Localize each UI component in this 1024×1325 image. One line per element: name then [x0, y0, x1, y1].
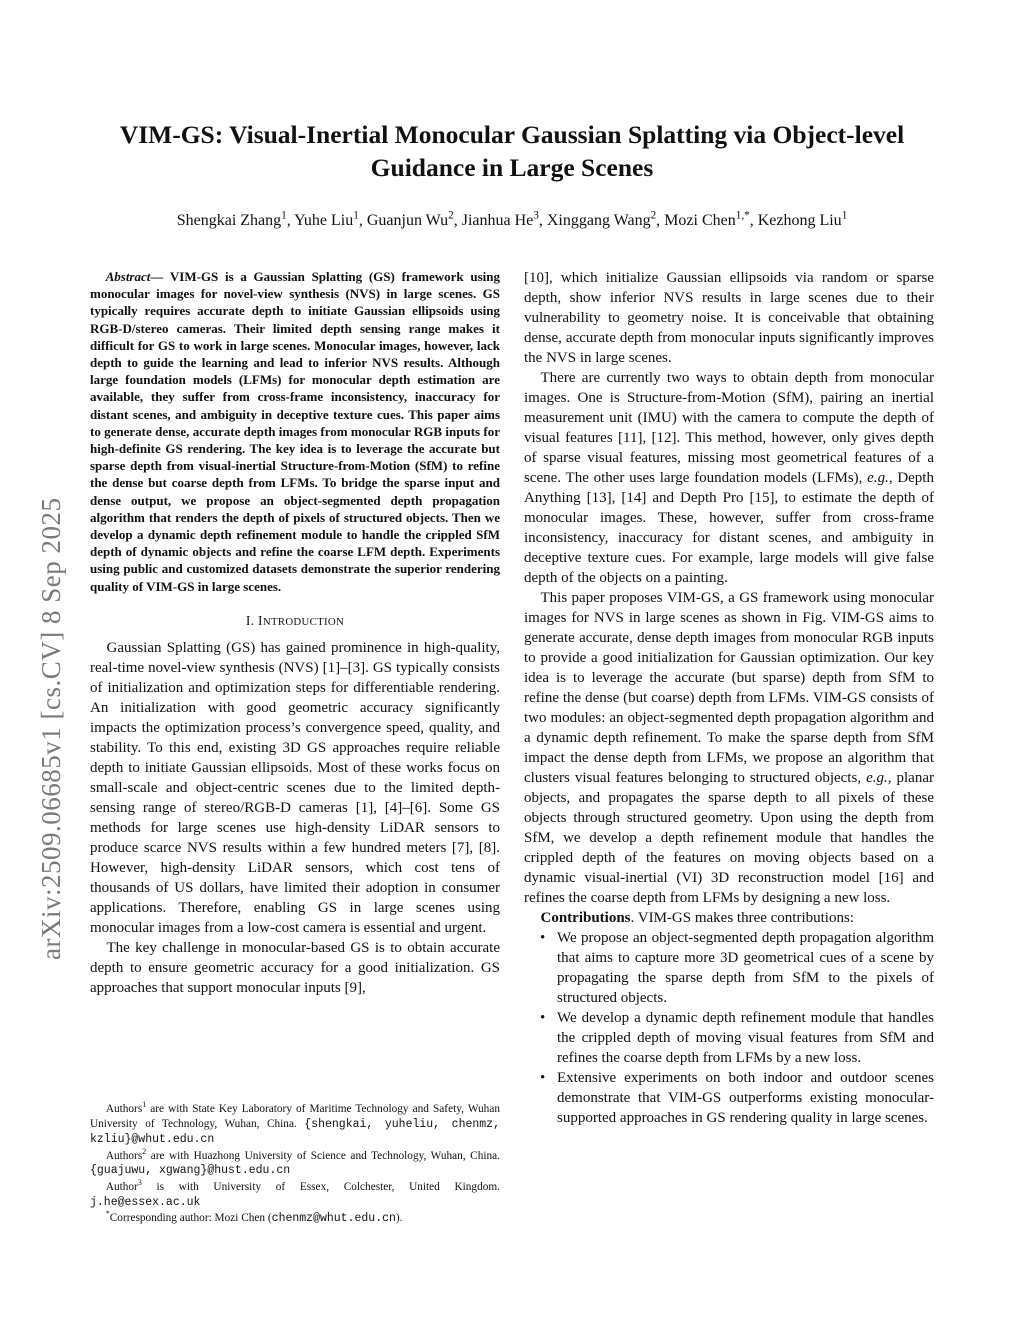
- arxiv-stamp: [8, 380, 64, 960]
- footnote: Author$^3$ is with University of Essex, Colchester, United Kingdom. j.he@essex.ac.uk: [90, 1178, 500, 1209]
- contribution-text: We develop a dynamic depth refinement module that handles the crippled depth of moving visual features from SfM and refines the coarse depth from LFMs by a new loss.: [557, 1010, 934, 1066]
- contributions-list: [524, 928, 934, 1128]
- author-affiliation-mark: 1: [281, 209, 287, 222]
- intro-paragraph-1: Gaussian Splatting (GS) has gained prominence in high-quality, real-time novel-view synthesis (NVS) [1]–[3]. GS typically consists of initialization and optimization steps for differentiable rendering. An initialization with good geometric accuracy significantly impacts the optimization process’s convergence speed, quality, and stability. To this end, existing 3D GS approaches require reliable depth to initiate Gaussian ellipsoids. Most of these works focus on small-scale and object-centric scenes due to the limited depth-sensing range of stereo/RGB-D cameras [1], [4]–[6]. Some GS methods for large scenes use high-density LiDAR sensors to produce scarce NVS results within a few hundred meters [7], [8]. However, high-density LiDAR sensors, which cost tens of thousands of US dollars, have limited their adoption in consumer applications. Therefore, enabling GS in large scenes using monocular images from a low-cost camera is essential and urgent.: [90, 639, 500, 936]
- author-affiliation-mark: 2: [650, 209, 657, 222]
- author-name: Shengkai Zhang: [176, 212, 282, 229]
- title-line-1: VIM-GS: Visual-Inertial Monocular Gaussian Splatting via Object-level: [119, 120, 905, 149]
- bullet-icon: •: [540, 1070, 546, 1086]
- footnote: *Corresponding author: Mozi Chen (chenmz@whut.edu.cn).: [105, 1209, 403, 1226]
- footnote: Authors$^1$ are with State Key Laboratory of Maritime Technology and Safety, Wuhan University of Technology, Wuhan, China. {shengkai, yuheliu, chenmz, kzliu}@whut.edu.cn: [90, 1100, 500, 1147]
- author-name: Mozi Chen: [664, 212, 736, 229]
- abstract: [90, 268, 500, 595]
- intro-paragraph-2: The key challenge in monocular-based GS is to obtain accurate depth to ensure geometric accuracy for a good initialization. GS approaches that support monocular inputs [9],: [90, 939, 500, 996]
- contribution-item: [524, 928, 934, 1008]
- footnote-email: j.he@essex.ac.uk: [90, 1195, 201, 1209]
- author-list: Shengkai Zhang$^1$, Yuhe Liu$^1$, Guanjun Wu$^2$, Jianhua He$^3$, Xinggang Wang$^2$, Mozi Chen$^{1,*}$, Kezhong Liu$^1$: [176, 209, 848, 229]
- footnote: Authors$^2$ are with Huazhong University of Science and Technology, Wuhan, China. {guajuwu, xgwang}@hust.edu.cn: [90, 1147, 500, 1178]
- contribution-item: [524, 1008, 934, 1068]
- contributions-intro: . VIM-GS makes three contributions:: [630, 910, 854, 926]
- footnote-email: chenmz@whut.edu.cn: [271, 1212, 396, 1226]
- author-affiliation-mark: 2: [448, 209, 454, 222]
- abstract-text: — VIM-GS is a Gaussian Splatting (GS) framework using monocular images for novel-view synthesis (NVS) in large scenes. GS typically requires accurate depth to initiate Gaussian ellipsoids using RGB-D/stereo cameras. Their limited depth sensing range makes it difficult for GS to work in large scenes. Monocular images, however, lack depth to guide the learning and lead to inferior NVS results. Although large foundation models (LFMs) for monocular depth estimation are available, they suffer from cross-frame inconsistency, inaccuracy for distant scenes, and ambiguity in deceptive texture cues. This paper aims to generate dense, accurate depth images from monocular RGB inputs for high-definite GS rendering. The key idea is to leverage the accurate but sparse depth from visual-inertial Structure-from-Motion (SfM) to refine the dense but coarse depth from LFMs. To bridge the sparse input and dense output, we propose an object-segmented depth propagation algorithm that renders the depth of pixels of structured objects. Then we develop a dynamic depth refinement module to handle the crippled SfM depth of dynamic objects and refine the coarse LFM depth. Experiments using public and customized datasets demonstrate the superior rendering quality of VIM-GS in large scenes.: [90, 269, 500, 594]
- bullet-icon: •: [540, 1010, 546, 1026]
- footnote-email: {shengkai, yuheliu, chenmz, kzliu}@whut.edu.cn: [90, 1117, 500, 1147]
- section-title: INTRODUCTION: [258, 612, 345, 628]
- contributions-heading: [524, 908, 934, 928]
- author-affiliation-mark: 1: [353, 209, 359, 222]
- section-heading-introduction: [90, 613, 500, 629]
- contribution-item: [524, 1068, 934, 1128]
- footnotes: [90, 1102, 500, 1228]
- paper-title: [60, 118, 964, 184]
- abstract-label: Abstract: [105, 269, 151, 284]
- author-affiliation-mark: 1: [841, 209, 848, 222]
- left-column: [90, 268, 500, 998]
- section-number: I.: [245, 612, 255, 628]
- author-affiliation-mark: 1,*: [735, 209, 750, 222]
- author-affiliation-mark: 3: [533, 209, 539, 222]
- title-line-2: Guidance in Large Scenes: [370, 153, 654, 182]
- intro-paragraph-5: This paper proposes VIM-GS, a GS framework using monocular images for NVS in large scenes as shown in Fig. VIM-GS aims to generate accurate, dense depth images from monocular RGB inputs to provide a good initialization for Gaussian optimization. Our key idea is to leverage the accurate (but sparse) depth from SfM to refine the dense (but coarse) depth from LFMs. VIM-GS consists of two modules: an object-segmented depth propagation algorithm and a dynamic depth refinement. To make the sparse depth from SfM impact the dense depth from LFMs, we propose an algorithm that clusters visual features belonging to structured objects, e.g., planar objects, and propagates the sparse depth to all pixels of these objects through structured geometry. Upon using the depth from SfM, we develop a depth refinement module that handles the crippled depth of the features on moving objects based on a dynamic visual-inertial (VI) 3D reconstruction model [16] and refines the coarse depth from LFMs by designing a new loss.: [524, 590, 934, 906]
- author-name: Jianhua He: [461, 212, 534, 229]
- author-name: Kezhong Liu: [757, 212, 842, 229]
- contribution-text: Extensive experiments on both indoor and outdoor scenes demonstrate that VIM-GS outperforms existing monocular-supported approaches in GS rendering quality in large scenes.: [557, 1070, 934, 1126]
- contributions-label: Contributions: [540, 910, 631, 926]
- author-name: Xinggang Wang: [546, 212, 651, 229]
- author-name: Yuhe Liu: [294, 212, 354, 229]
- intro-paragraph-3: [10], which initialize Gaussian ellipsoids via random or sparse depth, show inferior NVS results in large scenes due to their vulnerability to geometry noise. It is conceivable that obtaining dense, accurate depth from monocular inputs significantly improves the NVS in large scenes.: [524, 270, 934, 366]
- bullet-icon: •: [540, 930, 546, 946]
- footnote-email: {guajuwu, xgwang}@hust.edu.cn: [90, 1164, 291, 1178]
- arxiv-identifier: arXiv:2509.06685v1 [cs.CV] 8 Sep 2025: [36, 497, 66, 960]
- intro-paragraph-4: There are currently two ways to obtain depth from monocular images. One is Structure-from-Motion (SfM), pairing an inertial measurement unit (IMU) with the camera to compute the depth of visual features [11], [12]. This method, however, only gives depth of sparse visual features, missing most geometrical features of a scene. The other uses large foundation models (LFMs), e.g., Depth Anything [13], [14] and Depth Pro [15], to estimate the depth of monocular images. These, however, suffer from cross-frame inconsistency, inaccuracy for distant scenes, and ambiguity in deceptive texture cues. For example, large models will give false depth of the objects on a painting.: [524, 370, 934, 586]
- right-column: [524, 268, 934, 1128]
- contribution-text: We propose an object-segmented depth propagation algorithm that aims to capture more 3D geometrical cues of a scene by propagating the sparse depth from SfM to the pixels of structured objects.: [557, 930, 934, 1006]
- author-name: Guanjun Wu: [366, 212, 449, 229]
